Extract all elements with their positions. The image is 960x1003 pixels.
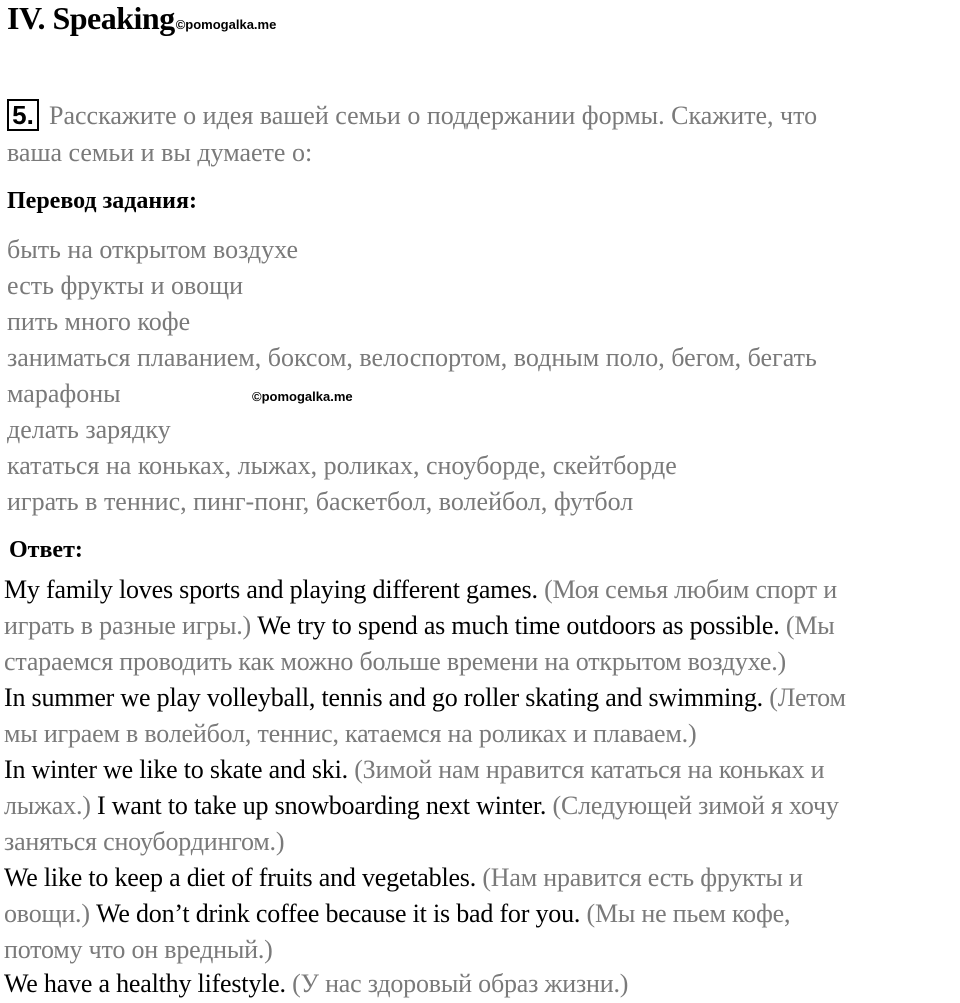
- translation-heading: Перевод задания:: [7, 188, 197, 214]
- answer-line: [4, 611, 835, 641]
- translation-item: кататься на коньках, лыжах, роликах, сноуборде, скейтборде: [7, 451, 677, 480]
- answer-russian: потому что он вредный.): [4, 935, 273, 964]
- answer-english: We try to spend as much time outdoors as possible.: [250, 611, 780, 640]
- page-header: [7, 0, 276, 37]
- answer-english: My family loves sports and playing different games.: [4, 575, 538, 604]
- answer-russian: (Мы не пьем кофе,: [580, 899, 791, 928]
- answer-english: I want to take up snowboarding next winter.: [90, 791, 547, 820]
- answer-russian: (Моя семья любим спорт и: [537, 575, 837, 604]
- answer-line: [4, 683, 846, 713]
- answer-russian: (Зимой нам нравится кататься на коньках и: [347, 755, 825, 784]
- task-text-line-1: Расскажите о идея вашей семьи о поддержании формы. Скажите, что: [49, 101, 818, 130]
- answer-russian: играть в разные игры.): [4, 611, 251, 640]
- answer-line: [4, 647, 786, 677]
- answer-line: [4, 863, 803, 893]
- answer-russian: (У нас здоровый образ жизни.): [285, 969, 629, 998]
- translation-item: марафоны: [7, 379, 121, 408]
- task-number-box: 5.: [7, 99, 39, 131]
- translation-item: делать зарядку: [7, 415, 171, 444]
- answer-russian: (Мы: [779, 611, 835, 640]
- translation-item: есть фрукты и овощи: [7, 271, 244, 300]
- answer-english: We don’t drink coffee because it is bad for you.: [89, 899, 581, 928]
- answer-english: We like to keep a diet of fruits and vegetables.: [4, 863, 477, 892]
- watermark: ©pomogalka.me: [252, 389, 353, 404]
- answer-english: In winter we like to skate and ski.: [4, 755, 348, 784]
- answer-english: In summer we play volleyball, tennis and go roller skating and swimming.: [4, 683, 763, 712]
- answer-russian: лыжах.): [4, 791, 91, 820]
- answer-line: [4, 899, 790, 929]
- task-text-line-2: ваша семьи и вы думаете о:: [7, 138, 313, 167]
- answer-russian: (Следующей зимой я хочу: [546, 791, 839, 820]
- answer-russian: заняться сноубордингом.): [4, 827, 285, 856]
- answer-line: [4, 935, 273, 965]
- answer-russian: (Летом: [762, 683, 846, 712]
- translation-item: быть на открытом воздухе: [7, 235, 298, 264]
- answer-line: [4, 969, 628, 999]
- answer-russian: стараемся проводить как можно больше времени на открытом воздухе.): [4, 647, 786, 676]
- translation-item: пить много кофе: [7, 307, 191, 336]
- watermark: ©pomogalka.me: [175, 17, 277, 32]
- answer-russian: овощи.): [4, 899, 90, 928]
- answer-line: [4, 791, 839, 821]
- answer-russian: (Нам нравится есть фрукты и: [476, 863, 803, 892]
- answer-russian: мы играем в волейбол, теннис, катаемся на роликах и плаваем.): [4, 719, 697, 748]
- translation-item: играть в теннис, пинг-понг, баскетбол, волейбол, футбол: [7, 487, 634, 516]
- page-title: IV. Speaking: [7, 0, 175, 36]
- answer-line: [4, 755, 824, 785]
- answer-english: We have a healthy lifestyle.: [4, 969, 286, 998]
- translation-item: заниматься плаванием, боксом, велоспортом, водным поло, бегом, бегать: [7, 343, 817, 372]
- answer-line: [4, 575, 837, 605]
- answer-line: [4, 827, 284, 857]
- answer-heading: Ответ:: [9, 537, 83, 563]
- answer-line: [4, 719, 696, 749]
